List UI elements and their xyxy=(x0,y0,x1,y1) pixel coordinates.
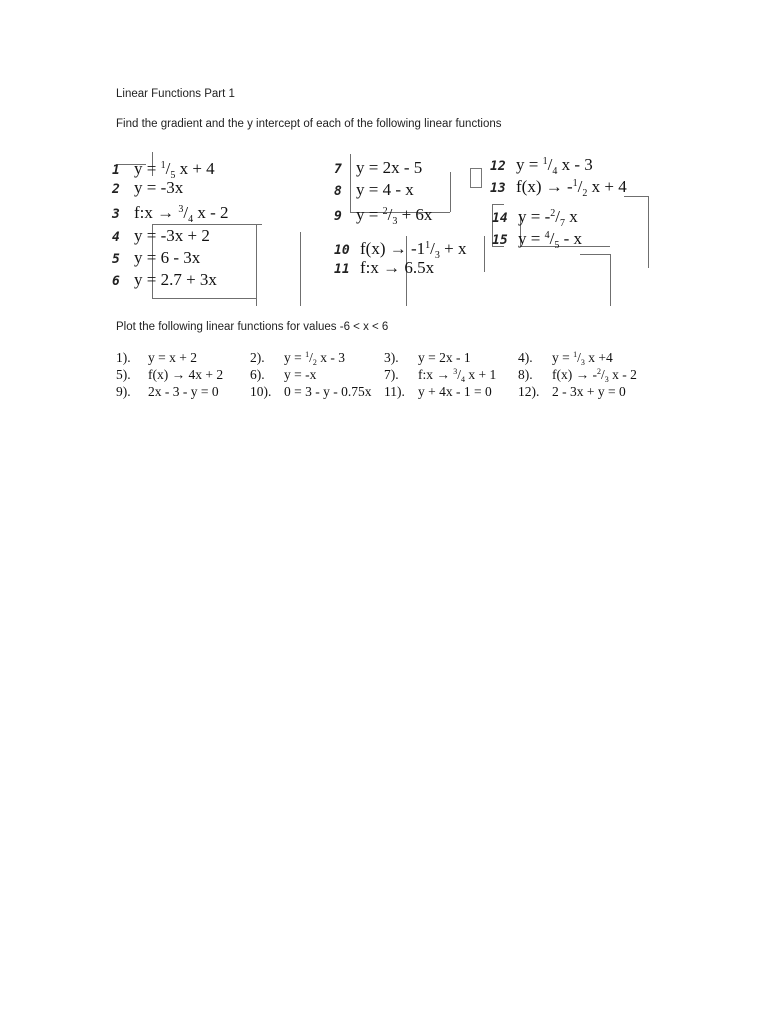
gradient-problem-item xyxy=(112,248,200,270)
fraction-numerator: 1 xyxy=(542,156,548,167)
problem-label: 7). xyxy=(384,367,399,382)
plot-equation xyxy=(418,384,492,400)
problem-label: 6). xyxy=(250,367,265,382)
fraction-numerator: 1 xyxy=(425,240,431,251)
handwritten-problem-sheet xyxy=(112,150,654,310)
fraction-numerator: 1 xyxy=(572,178,578,189)
plot-equation xyxy=(148,384,219,400)
problem-label: 12). xyxy=(518,384,540,399)
equation-text: y + 4x - 1 = 0 xyxy=(418,384,492,399)
fraction-slash: / xyxy=(600,367,605,382)
fraction-numerator: 2 xyxy=(596,367,601,376)
gradient-problem-item xyxy=(492,226,582,256)
equation-text: x + 4 xyxy=(175,159,215,178)
problem-number: 13 xyxy=(490,181,506,196)
fraction-numerator: 2 xyxy=(550,208,556,219)
fraction-denominator: 4 xyxy=(461,375,466,384)
equation-text: y = - xyxy=(518,207,551,226)
problem-label: 5). xyxy=(116,367,131,382)
problem-number: 12 xyxy=(490,159,506,174)
box-line xyxy=(610,254,611,306)
fraction-slash: / xyxy=(555,207,560,226)
page-title: Linear Functions Part 1 xyxy=(116,88,235,100)
equation-text: f(x) → - xyxy=(552,367,597,382)
plot-equation xyxy=(418,350,471,366)
plot-equation xyxy=(552,350,613,367)
fraction-slash: / xyxy=(549,229,555,248)
gradient-problem-item xyxy=(112,270,217,292)
equation-text: + 6x xyxy=(397,205,433,224)
instruction-gradient: Find the gradient and the y intercept of each of the following linear functions xyxy=(116,118,502,130)
plot-equation xyxy=(148,367,223,383)
fraction-slash: / xyxy=(165,159,171,178)
plot-equation xyxy=(284,384,371,400)
equation-text: f(x) → -1 xyxy=(360,239,426,258)
fraction-denominator: 3 xyxy=(604,375,609,384)
plot-problem-row xyxy=(116,350,656,367)
gradient-problem-item xyxy=(334,202,432,232)
fraction-denominator: 2 xyxy=(312,358,317,367)
equation-text: y = 2.7 + 3x xyxy=(134,270,217,289)
equation-text: x - 3 xyxy=(316,350,346,365)
problem-number: 1 xyxy=(112,163,120,178)
problem-number: 8 xyxy=(334,184,342,199)
equation-text: f:x → 6.5x xyxy=(360,258,435,277)
plot-equation xyxy=(552,367,637,384)
equation-text: f:x → xyxy=(418,367,454,382)
gradient-problem-item xyxy=(112,226,210,248)
equation-text: y = xyxy=(552,350,574,365)
fraction-denominator: 4 xyxy=(552,166,558,177)
problem-number: 14 xyxy=(492,211,508,226)
box-line xyxy=(470,168,482,188)
equation-text: x - 2 xyxy=(193,203,229,222)
problem-number: 7 xyxy=(334,162,342,177)
box-line xyxy=(648,196,649,268)
fraction-numerator: 2 xyxy=(382,206,388,217)
equation-text: x + 4 xyxy=(587,177,627,196)
equation-text: y = xyxy=(356,205,383,224)
equation-text: y = xyxy=(518,229,545,248)
equation-text: y = -3x + 2 xyxy=(134,226,210,245)
fraction-slash: / xyxy=(309,350,313,365)
plot-problem-row xyxy=(116,384,656,401)
equation-text: x - 3 xyxy=(557,155,593,174)
box-line xyxy=(580,254,610,255)
equation-text: y = x + 2 xyxy=(148,350,197,365)
problem-number: 10 xyxy=(334,243,350,258)
equation-text: x - 2 xyxy=(608,367,637,382)
gradient-problem-item xyxy=(334,180,414,202)
problem-number: 5 xyxy=(112,252,120,267)
fraction-denominator: 2 xyxy=(582,188,588,199)
box-line xyxy=(256,224,257,306)
equation-text: f(x) → - xyxy=(516,177,573,196)
problem-label: 2). xyxy=(250,350,265,365)
problem-number: 2 xyxy=(112,182,120,197)
fraction-denominator: 3 xyxy=(580,358,585,367)
equation-text: y = 4 - x xyxy=(356,180,414,199)
fraction-slash: / xyxy=(457,367,462,382)
equation-text: 2x - 3 - y = 0 xyxy=(148,384,219,399)
equation-text: 0 = 3 - y - 0.75x xyxy=(284,384,372,399)
equation-text: f:x → xyxy=(134,203,179,222)
fraction-slash: / xyxy=(577,350,581,365)
gradient-problem-item xyxy=(112,178,183,200)
plot-equation xyxy=(284,367,316,383)
plot-problem-grid xyxy=(116,350,656,401)
fraction-numerator: 1 xyxy=(573,350,578,359)
problem-number: 15 xyxy=(492,233,508,248)
fraction-slash: / xyxy=(183,203,189,222)
fraction-slash: / xyxy=(430,239,435,258)
equation-text: y = -3x xyxy=(134,178,184,197)
plot-equation xyxy=(148,350,197,366)
fraction-numerator: 3 xyxy=(178,204,184,215)
equation-text: y = xyxy=(516,155,543,174)
fraction-denominator: 5 xyxy=(554,240,560,251)
equation-text: y = 6 - 3x xyxy=(134,248,201,267)
fraction-denominator: 7 xyxy=(559,218,565,229)
equation-text: x + 1 xyxy=(465,367,497,382)
equation-text: - x xyxy=(559,229,582,248)
gradient-problem-item xyxy=(334,158,422,180)
plot-equation xyxy=(418,367,496,384)
equation-text: y = xyxy=(134,159,161,178)
plot-problem-row xyxy=(116,367,656,384)
box-line xyxy=(152,298,256,299)
box-line xyxy=(450,172,451,212)
equation-text: + x xyxy=(439,239,467,258)
instruction-plot: Plot the following linear functions for values -6 < x < 6 xyxy=(116,321,389,333)
problem-label: 8). xyxy=(518,367,533,382)
fraction-numerator: 1 xyxy=(305,350,310,359)
equation-text: f(x) → 4x + 2 xyxy=(148,367,224,382)
gradient-problem-item xyxy=(334,258,434,280)
box-line xyxy=(300,232,301,306)
fraction-slash: / xyxy=(547,155,553,174)
box-line xyxy=(484,236,485,272)
problem-label: 9). xyxy=(116,384,131,399)
problem-number: 4 xyxy=(112,230,120,245)
fraction-denominator: 3 xyxy=(392,216,398,227)
problem-number: 11 xyxy=(334,262,350,277)
fraction-denominator: 4 xyxy=(188,214,194,225)
fraction-slash: / xyxy=(387,205,393,224)
equation-text: y = 2x - 1 xyxy=(418,350,471,365)
equation-text: 2 - 3x + y = 0 xyxy=(552,384,626,399)
problem-number: 9 xyxy=(334,209,342,224)
fraction-numerator: 3 xyxy=(453,367,458,376)
plot-equation xyxy=(552,384,626,400)
fraction-denominator: 5 xyxy=(170,170,176,181)
problem-label: 3). xyxy=(384,350,399,365)
equation-text: x xyxy=(564,207,578,226)
plot-equation xyxy=(284,350,345,367)
problem-label: 1). xyxy=(116,350,131,365)
problem-number: 3 xyxy=(112,207,120,222)
problem-number: 6 xyxy=(112,274,120,289)
equation-text: y = 2x - 5 xyxy=(356,158,423,177)
fraction-slash: / xyxy=(577,177,583,196)
equation-text: x +4 xyxy=(584,350,613,365)
problem-label: 11). xyxy=(384,384,405,399)
fraction-numerator: 4 xyxy=(544,230,550,241)
fraction-numerator: 1 xyxy=(160,160,166,171)
problem-label: 4). xyxy=(518,350,533,365)
box-line xyxy=(624,196,648,197)
fraction-denominator: 3 xyxy=(434,250,440,261)
gradient-problem-item xyxy=(490,174,627,204)
problem-label: 10). xyxy=(250,384,272,399)
equation-text: y = -x xyxy=(284,367,317,382)
equation-text: y = xyxy=(284,350,306,365)
